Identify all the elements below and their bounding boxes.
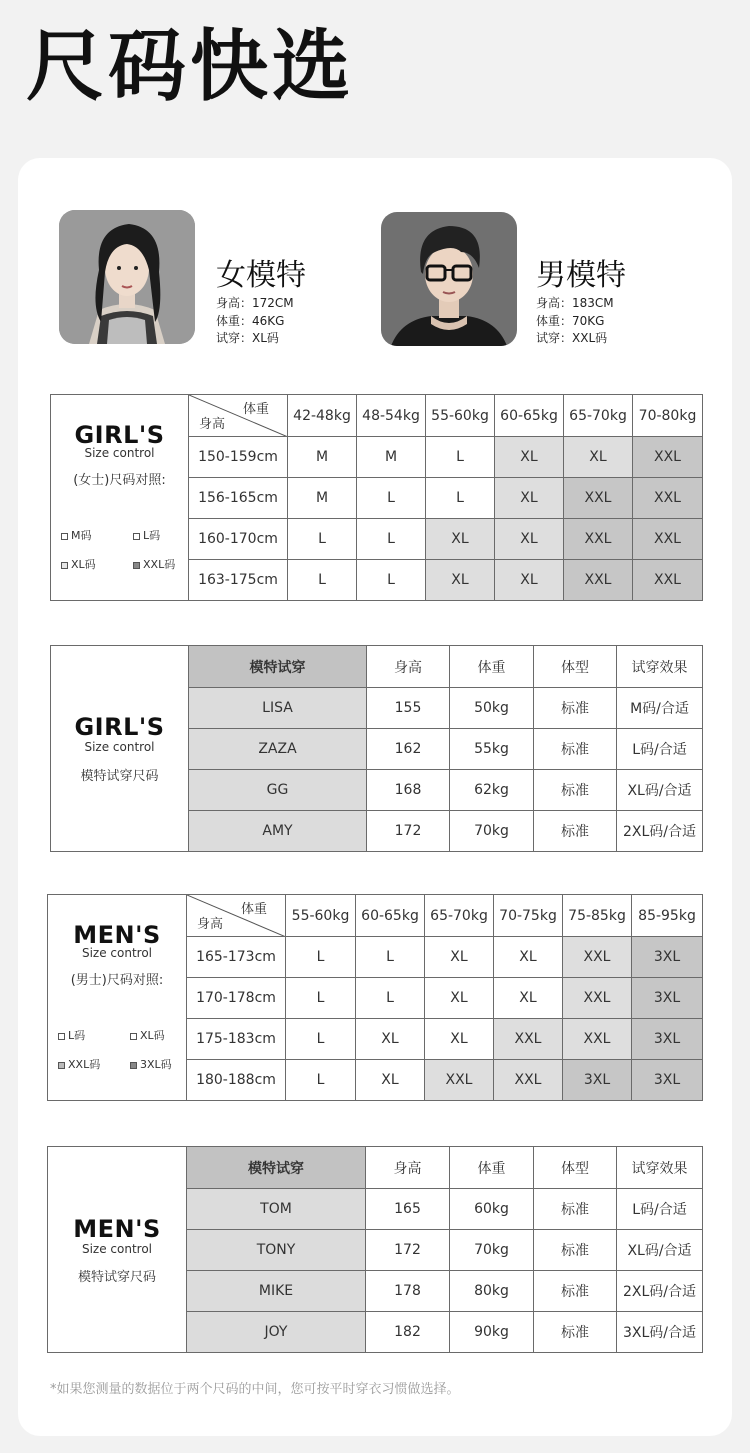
model-name-cell: ZAZA — [189, 729, 367, 770]
size-cell: XL — [494, 937, 563, 978]
female-weight: 体重：46KG — [216, 313, 285, 328]
height-label: 身高 — [197, 917, 224, 932]
weight-column-header: 85-95kg — [632, 895, 703, 937]
weight-column-header: 65-70kg — [564, 395, 633, 437]
male-model-photo — [381, 212, 517, 346]
column-header: 模特试穿 — [189, 646, 367, 688]
trial-caption: 模特试穿尺码 — [80, 769, 159, 784]
table-cell: L码/合适 — [617, 1189, 703, 1230]
legend-item: M码 — [61, 527, 92, 543]
mens-chart-legend — [48, 895, 187, 1101]
table-cell: 标准 — [534, 811, 617, 852]
trial-caption: 模特试穿尺码 — [77, 1270, 156, 1285]
size-cell: M — [357, 437, 426, 478]
size-cell: M — [288, 478, 357, 519]
size-cell: XL — [564, 437, 633, 478]
column-header: 体重 — [450, 1147, 534, 1189]
table-cell: XL码/合适 — [617, 770, 703, 811]
table-cell: 70kg — [450, 811, 534, 852]
height-row-header: 150-159cm — [189, 437, 288, 478]
swatch-white — [58, 1033, 65, 1040]
size-cell: L — [288, 519, 357, 560]
size-cell: XL — [426, 560, 495, 601]
footnote: *如果您测量的数据位于两个尺码的中间，您可按平时穿衣习惯做选择。 — [50, 1382, 460, 1397]
height-row-header: 175-183cm — [187, 1019, 286, 1060]
size-cell: XL — [425, 1019, 494, 1060]
mens-size-chart — [47, 894, 703, 1101]
weight-column-header: 60-65kg — [495, 395, 564, 437]
size-cell: L — [286, 937, 356, 978]
weight-column-header: 42-48kg — [288, 395, 357, 437]
height-row-header: 170-178cm — [187, 978, 286, 1019]
swatch-dark — [133, 562, 140, 569]
size-cell: XXL — [633, 478, 703, 519]
size-cell: L — [357, 560, 426, 601]
size-cell: XXL — [563, 937, 632, 978]
legend-item: L码 — [133, 527, 160, 543]
male-weight: 体重：70KG — [536, 313, 605, 328]
weight-label: 体重 — [240, 902, 267, 917]
brand-subtitle: Size control — [81, 1242, 153, 1256]
page-title: 尺码快选 — [26, 21, 355, 112]
table-cell: 标准 — [534, 1230, 617, 1271]
size-cell: L — [356, 937, 425, 978]
model-name-cell: JOY — [187, 1312, 366, 1353]
height-row-header: 180-188cm — [187, 1060, 286, 1101]
size-cell: XL — [495, 519, 564, 560]
size-cell: XXL — [494, 1060, 563, 1101]
weight-column-header: 60-65kg — [356, 895, 425, 937]
brand-subtitle: Size control — [84, 446, 155, 460]
mens-trial-table — [47, 1146, 703, 1353]
table-cell: 172 — [367, 811, 450, 852]
size-cell: L — [357, 478, 426, 519]
height-row-header: 165-173cm — [187, 937, 286, 978]
column-header: 体型 — [534, 646, 617, 688]
size-cell: 3XL — [632, 937, 703, 978]
female-model-name: 女模特 — [216, 258, 306, 293]
diagonal-header-cell — [189, 395, 288, 437]
column-header: 试穿效果 — [617, 646, 703, 688]
size-cell: XXL — [425, 1060, 494, 1101]
brand-title: MEN'S — [73, 1215, 161, 1243]
column-header: 体重 — [450, 646, 534, 688]
size-cell: L — [356, 978, 425, 1019]
girls-size-chart — [50, 394, 703, 601]
table-cell: 168 — [367, 770, 450, 811]
female-fit: 试穿：XL码 — [216, 331, 279, 345]
height-row-header: 163-175cm — [189, 560, 288, 601]
table-cell: 50kg — [450, 688, 534, 729]
size-cell: XXL — [633, 519, 703, 560]
size-cell: 3XL — [632, 978, 703, 1019]
table-cell: 60kg — [450, 1189, 534, 1230]
size-cell: XL — [494, 978, 563, 1019]
brand-title: MEN'S — [73, 921, 161, 949]
size-cell: L — [288, 560, 357, 601]
size-cell: L — [286, 978, 356, 1019]
size-cell: L — [357, 519, 426, 560]
legend-item: XXL码 — [58, 1056, 100, 1072]
female-height: 身高：172CM — [216, 296, 294, 310]
legend-item: L码 — [58, 1027, 85, 1043]
table-cell: 80kg — [450, 1271, 534, 1312]
diagonal-header-cell — [187, 895, 286, 937]
model-name-cell: MIKE — [187, 1271, 366, 1312]
table-cell: 182 — [366, 1312, 450, 1353]
chart-caption: (男士)尺码对照: — [70, 973, 164, 988]
table-cell: 62kg — [450, 770, 534, 811]
brand-subtitle: Size control — [84, 740, 155, 754]
column-header: 体型 — [534, 1147, 617, 1189]
table-cell: 标准 — [534, 1271, 617, 1312]
weight-column-header: 70-80kg — [633, 395, 703, 437]
swatch-white — [61, 533, 68, 540]
model-name-cell: GG — [189, 770, 367, 811]
size-cell: XXL — [563, 978, 632, 1019]
size-cell: XXL — [494, 1019, 563, 1060]
swatch-white — [130, 1033, 137, 1040]
weight-column-header: 48-54kg — [357, 395, 426, 437]
table-cell: 2XL码/合适 — [617, 811, 703, 852]
male-model-stats — [536, 295, 614, 348]
table-cell: 165 — [366, 1189, 450, 1230]
size-cell: XL — [425, 978, 494, 1019]
female-model-stats — [216, 295, 294, 348]
male-fit: 试穿：XXL码 — [536, 331, 608, 345]
column-header: 身高 — [366, 1147, 450, 1189]
size-cell: L — [426, 478, 495, 519]
legend-item: XXL码 — [133, 556, 175, 572]
column-header: 身高 — [367, 646, 450, 688]
legend-item: XL码 — [61, 556, 96, 572]
column-header: 模特试穿 — [187, 1147, 366, 1189]
table-cell: 标准 — [534, 1189, 617, 1230]
legend-item: 3XL码 — [130, 1056, 172, 1072]
size-cell: 3XL — [632, 1060, 703, 1101]
weight-column-header: 55-60kg — [426, 395, 495, 437]
size-cell: L — [286, 1019, 356, 1060]
male-height: 身高：183CM — [536, 296, 614, 310]
height-row-header: 156-165cm — [189, 478, 288, 519]
table-cell: 55kg — [450, 729, 534, 770]
table-cell: 90kg — [450, 1312, 534, 1353]
table-cell: 70kg — [450, 1230, 534, 1271]
size-cell: XL — [356, 1060, 425, 1101]
chart-caption: (女士)尺码对照: — [73, 473, 166, 488]
weight-column-header: 65-70kg — [425, 895, 494, 937]
model-name-cell: TOM — [187, 1189, 366, 1230]
female-model-photo — [59, 210, 195, 344]
size-cell: XXL — [564, 478, 633, 519]
table-cell: 2XL码/合适 — [617, 1271, 703, 1312]
girls-chart-legend — [51, 395, 189, 601]
size-cell: L — [426, 437, 495, 478]
size-cell: XL — [495, 478, 564, 519]
weight-column-header: 70-75kg — [494, 895, 563, 937]
size-cell: 3XL — [632, 1019, 703, 1060]
table-cell: 178 — [366, 1271, 450, 1312]
brand-title: GIRL'S — [74, 713, 165, 741]
size-cell: XL — [426, 519, 495, 560]
size-cell: XL — [495, 560, 564, 601]
size-cell: M — [288, 437, 357, 478]
size-cell: XXL — [564, 519, 633, 560]
model-name-cell: AMY — [189, 811, 367, 852]
height-row-header: 160-170cm — [189, 519, 288, 560]
weight-column-header: 55-60kg — [286, 895, 356, 937]
table-cell: XL码/合适 — [617, 1230, 703, 1271]
size-cell: XL — [425, 937, 494, 978]
table-cell: 155 — [367, 688, 450, 729]
size-cell: 3XL — [563, 1060, 632, 1101]
girls-trial-table — [50, 645, 703, 852]
table-cell: 172 — [366, 1230, 450, 1271]
height-label: 身高 — [199, 417, 226, 432]
table-cell: 标准 — [534, 770, 617, 811]
table-cell: M码/合适 — [617, 688, 703, 729]
model-name-cell: TONY — [187, 1230, 366, 1271]
size-cell: XXL — [633, 437, 703, 478]
girls-trial-legend — [51, 646, 189, 852]
column-header: 试穿效果 — [617, 1147, 703, 1189]
swatch-medium — [58, 1062, 65, 1069]
mens-trial-legend — [48, 1147, 187, 1353]
table-cell: 标准 — [534, 1312, 617, 1353]
size-cell: XXL — [633, 560, 703, 601]
table-cell: 162 — [367, 729, 450, 770]
table-cell: 标准 — [534, 729, 617, 770]
size-cell: XL — [356, 1019, 425, 1060]
size-cell: L — [286, 1060, 356, 1101]
size-cell: XXL — [563, 1019, 632, 1060]
brand-subtitle: Size control — [81, 946, 153, 960]
male-model-name: 男模特 — [536, 258, 626, 293]
size-cell: XL — [495, 437, 564, 478]
size-cell: XXL — [564, 560, 633, 601]
model-name-cell: LISA — [189, 688, 367, 729]
swatch-dark — [130, 1062, 137, 1069]
swatch-white — [133, 533, 140, 540]
table-cell: L码/合适 — [617, 729, 703, 770]
brand-title: GIRL'S — [74, 421, 165, 449]
weight-label: 体重 — [242, 402, 269, 417]
legend-item: XL码 — [130, 1027, 165, 1043]
table-cell: 3XL码/合适 — [617, 1312, 703, 1353]
table-cell: 标准 — [534, 688, 617, 729]
swatch-light — [61, 562, 68, 569]
weight-column-header: 75-85kg — [563, 895, 632, 937]
